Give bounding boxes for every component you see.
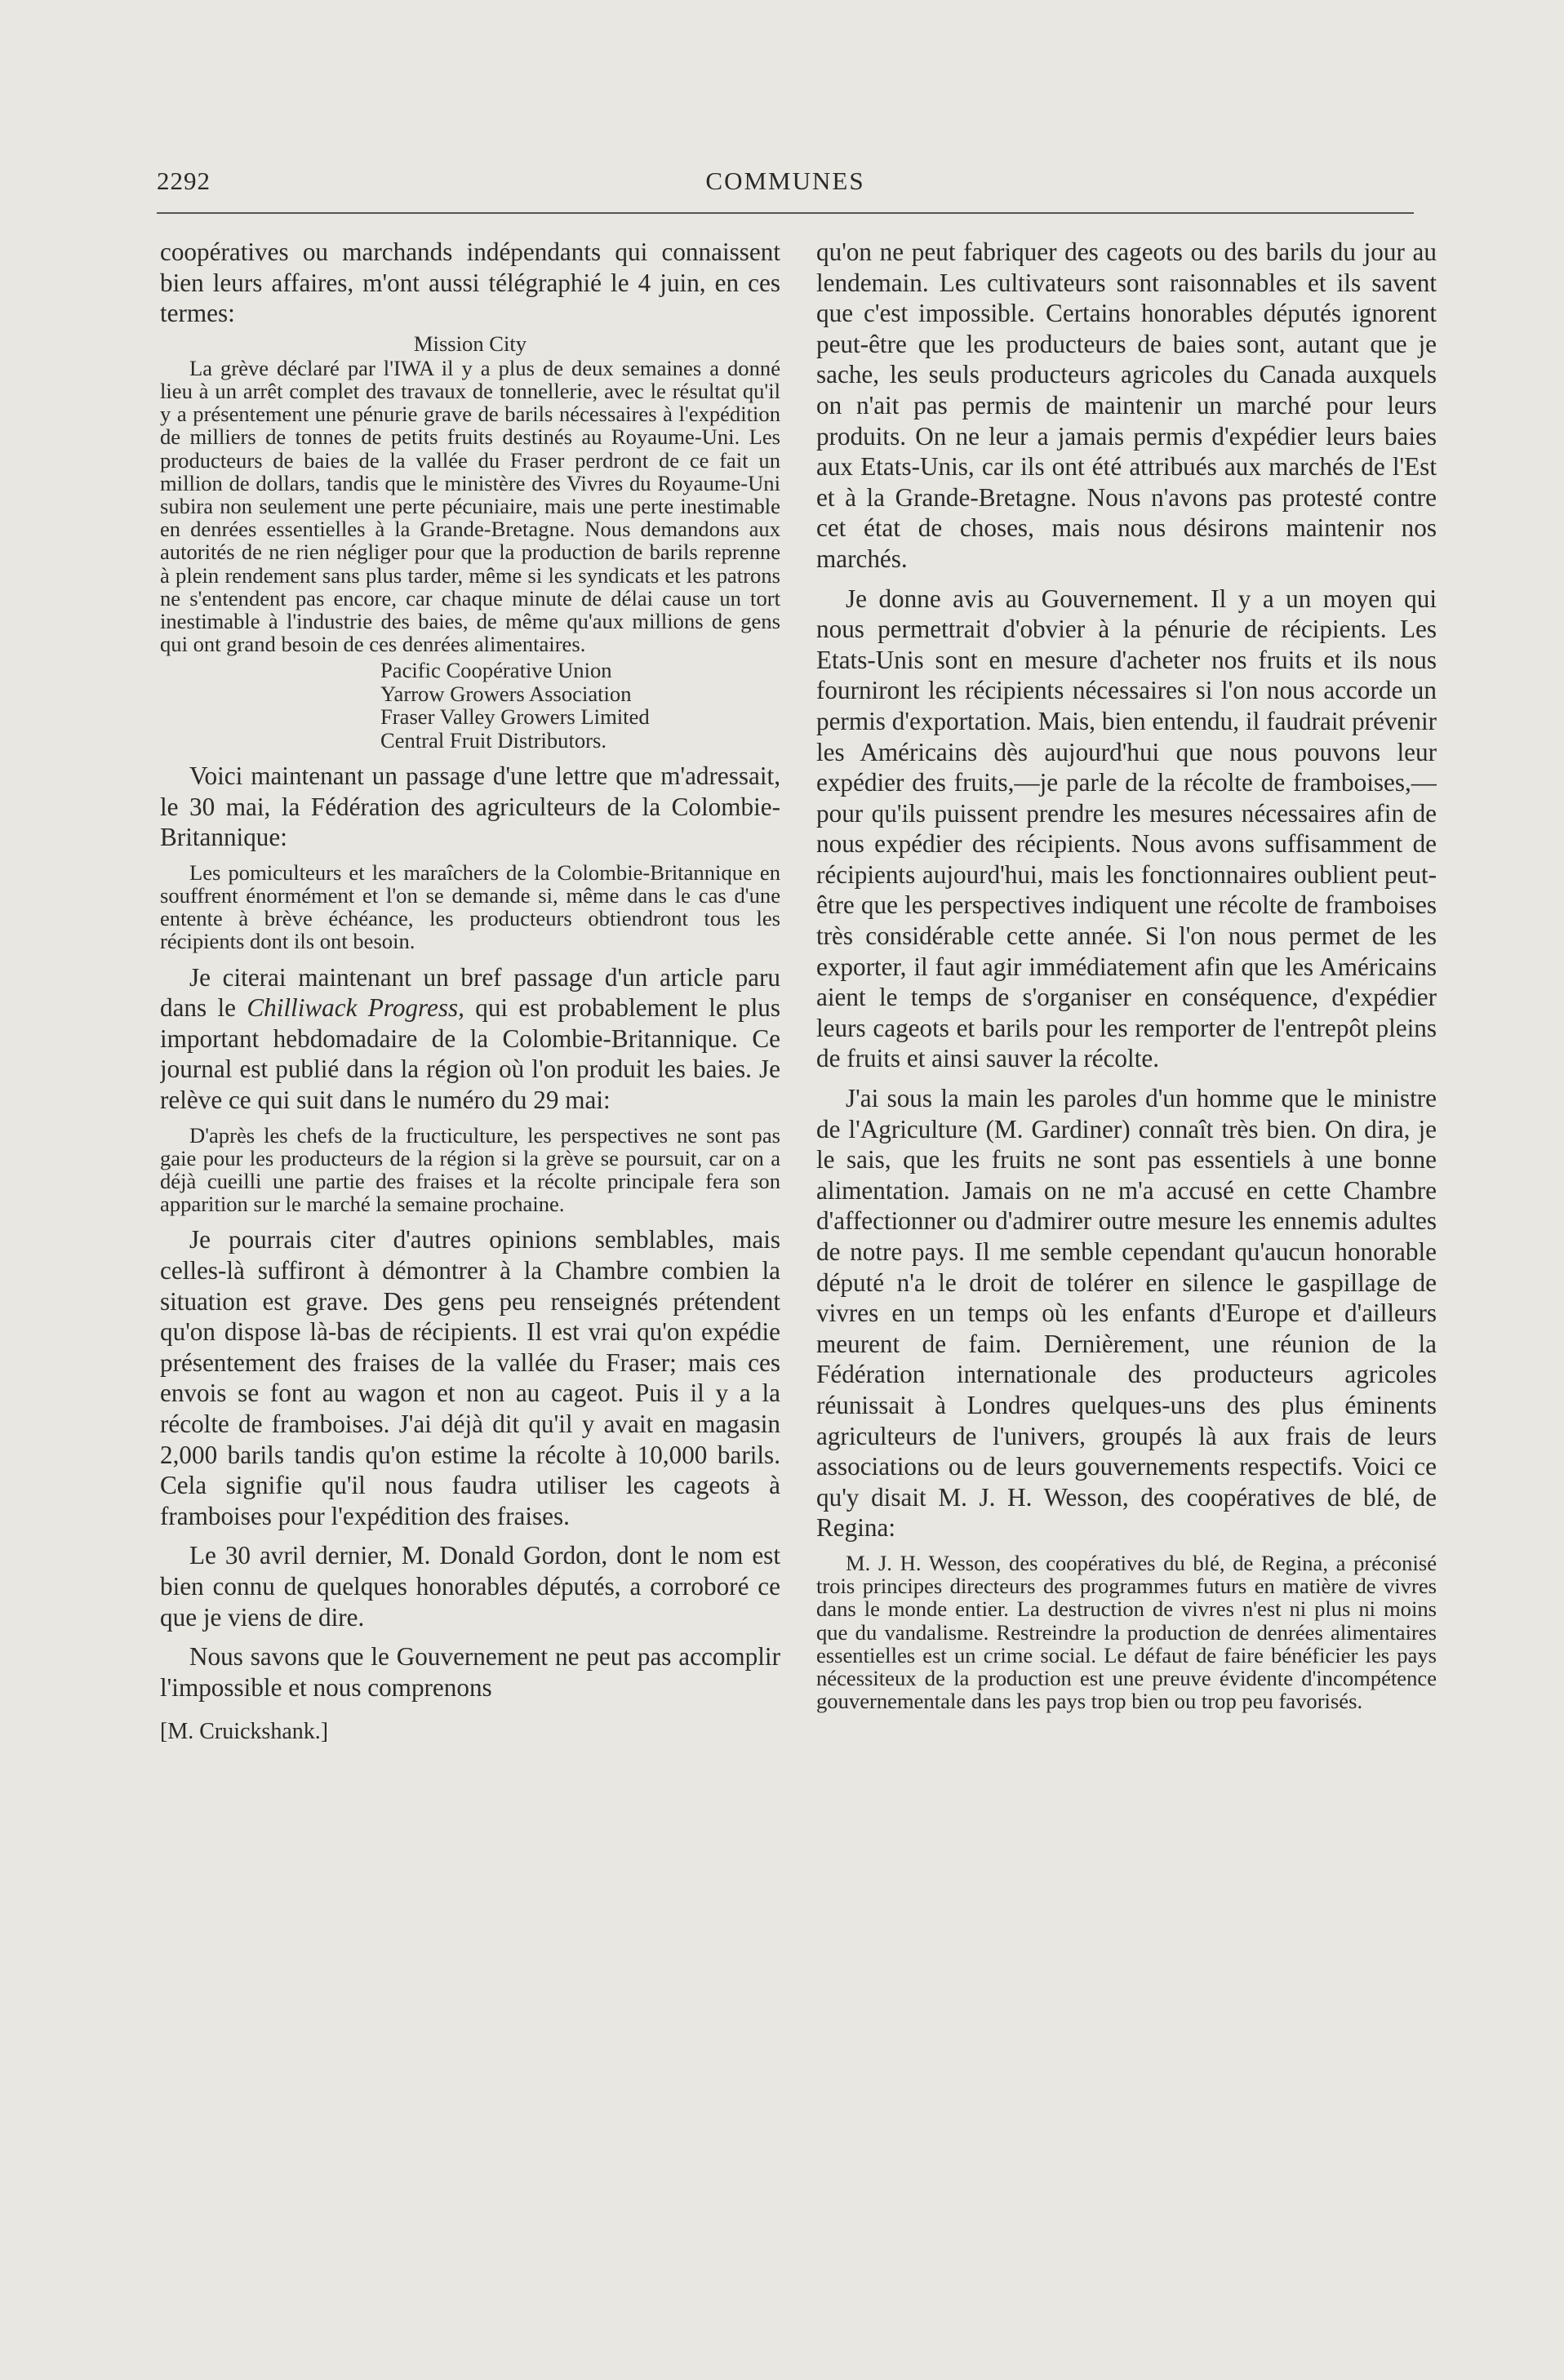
signatories [380,659,780,752]
letter-quote: Les pomiculteurs et les maraîchers de la Colombie-Britannique en souffrent énormément et l'on se demande si, même dans le cas d'une entente à brève échéance, les producteurs obtiendront tous les récipients dont ils ont besoin. [160,859,780,954]
article-quote: D'après les chefs de la fructiculture, les perspectives ne sont pas gaie pour les producteurs de la région si la grève se poursuit, car on a déjà cueilli une partie des fraises et la récolte principale fera son apparition sur le marché la semaine prochaine. [160,1122,780,1217]
signatory: Pacific Coopérative Union [380,658,612,683]
paragraph: coopératives ou marchands indépendants qui connaissent bien leurs affaires, m'ont aussi télégraphié le 4 juin, en ces termes: [160,238,780,328]
left-column [160,237,780,2228]
telegram-place: Mission City [413,331,527,356]
paragraph: Le 30 avril dernier, M. Donald Gordon, dont le nom est bien connu de quelques honorables députés, a corroboré ce que je viens de dire. [160,1541,780,1632]
paragraph-text: qui est probablement le plus important hebdomadaire de la Colombie-Britannique. Ce journal est publié dans la région où l'on produit les baies. Je relève ce qui suit dans le numéro du 29 mai: [160,993,780,1115]
paragraph: Je pourrais citer d'autres opinions semblables, mais celles-là suffiront à démontrer à la Chambre combien la situation est grave. Des gens peu renseignés prétendent qu'on dispose là-bas de récipients. Il est vrai qu'on expédie présentement des fraises de la vallée du Fraser; mais ces envois se font au wagon et non au cageot. Puis il y a la récolte de framboises. J'ai déjà dit qu'il y avait en magasin 2,000 barils tandis qu'on estime la récolte à 10,000 barils. Cela signifie qu'il nous faudra utiliser les cageots à framboises pour l'expédition des fraises. [160,1225,780,1530]
paragraph: Je donne avis au Gouvernement. Il y a un moyen qui nous permettrait d'obvier à la pénurie de récipients. Les Etats-Unis sont en mesure d'acheter nos fruits et ils nous fourniront les récipients nécessaires si l'on nous accorde un permis d'exportation. Mais, bien entendu, il faudrait prévenir les Américains dès aujourd'hui que nous pouvons leur expédier des fruits,—je parle de la récolte de framboises,—pour qu'ils puissent prendre les mesures nécessaires afin de nous expédier des récipients. Nous avons suffisamment de récipients aujourd'hui, mais les fonctionnaires oublient peut-être que les perspectives indiquent une récolte de framboises très considérable cette année. Si l'on nous permet de les exporter, il faut agir immédiatement afin que les Américains aient le temps de s'organiser en conséquence, d'expédier leurs cageots et barils pour les remporter de l'entrepôt pleins de fruits et ainsi sauver la récolte. [816,584,1437,1073]
signatory: Central Fruit Distributors. [380,727,607,753]
page-header [157,167,1414,207]
paragraph [160,962,780,1116]
header-rule [157,212,1414,214]
telegram-quote: La grève déclaré par l'IWA il y a plus de deux semaines a donné lieu à un arrêt complet des travaux de tonnellerie, avec le résultat qu'il y a présentement une pénurie grave de barils nécessaires à l'expédition de milliers de tonnes de petits fruits destinés au Royaume-Uni. Les producteurs de baies de la vallée du Fraser perdront de ce fait un million de dollars, tandis que le ministère des Vivres du Royaume-Uni subira non seulement une perte pécuniaire, mais une perte inestimable en denrées essentielles à la Grande-Bretagne. Nous demandons aux autorités de ne rien négliger pour que la production de barils reprenne à plein rendement sans plus tarder, même si les syndicats et les patrons ne s'entendent pas encore, car chaque minute de délai cause un tort inestimable à l'industrie des baies, de même qu'aux millions de gens qui ont grand besoin de ces denrées alimentaires. [160,355,780,657]
speaker-attribution: [M. Cruickshank.] [160,1719,329,1745]
wesson-quote: M. J. H. Wesson, des coopératives du blé, de Regina, a préconisé trois principes directeurs des programmes futurs en matière de vivres dans le monde entier. La destruction de vivres n'est ni plus ni moins que du vandalisme. Restreindre la production de denrées alimentaires essentielles est un crime social. Le défaut de faire bénéficier les pays nécessiteux de la production est une preuve évidente d'incompétence gouvernementale dans les pays trop bien ou trop peu favorisés. [816,1550,1437,1714]
running-title: COMMUNES [705,167,865,195]
paragraph: qu'on ne peut fabriquer des cageots ou des barils du jour au lendemain. Les cultivateurs sont raisonnables et ils savent que c'est impossible. Certains honorables députés ignorent peut-être que les producteurs de baies sont, autant que je sache, les seuls producteurs agricoles du Canada auxquels on n'ait pas permis de maintenir un marché pour leurs produits. On ne leur a jamais permis d'expédier leurs baies aux Etats-Unis, car ils ont été attribués aux marchés de l'Est et à la Grande-Bretagne. Nous n'avons pas protesté contre cet état de choses, mais nous désirons maintenir nos marchés. [816,238,1437,573]
signatory: Fraser Valley Growers Limited [380,704,650,730]
right-column [816,237,1437,2228]
paragraph: Nous savons que le Gouvernement ne peut pas accomplir l'impossible et nous comprenons [160,1642,780,1702]
signatory: Yarrow Growers Association [380,681,632,706]
newspaper-title: Chilliwack Progress, [247,993,464,1023]
page-number: 2292 [157,167,211,195]
paragraph: Voici maintenant un passage d'une lettre que m'adressait, le 30 mai, la Fédération des agriculteurs de la Colombie-Britannique: [160,762,780,852]
paragraph-text: Je citerai maintenant un bref passage d'un article paru dans le [160,962,780,1023]
paragraph: J'ai sous la main les paroles d'un homme que le ministre de l'Agriculture (M. Gardiner) connaît très bien. On dira, je le sais, que les fruits ne sont pas essentiels à une bonne alimentation. Jamais on ne m'a accusé en cette Chambre d'affectionner ou d'admirer outre mesure les ennemis adultes de notre pays. Il me semble cependant qu'aucun honorable député n'a le droit de tolérer en silence le gaspillage de vivres en un temps où les enfants d'Europe et d'ailleurs meurent de faim. Dernièrement, une réunion de la Fédération internationale des producteurs agricoles réunissait à Londres quelques-uns des plus éminents agriculteurs de l'univers, groupés là aux frais de leurs associations ou de leurs gouvernements respectifs. Voici ce qu'y disait M. J. H. Wesson, des coopératives de blé, de Regina: [816,1084,1437,1543]
